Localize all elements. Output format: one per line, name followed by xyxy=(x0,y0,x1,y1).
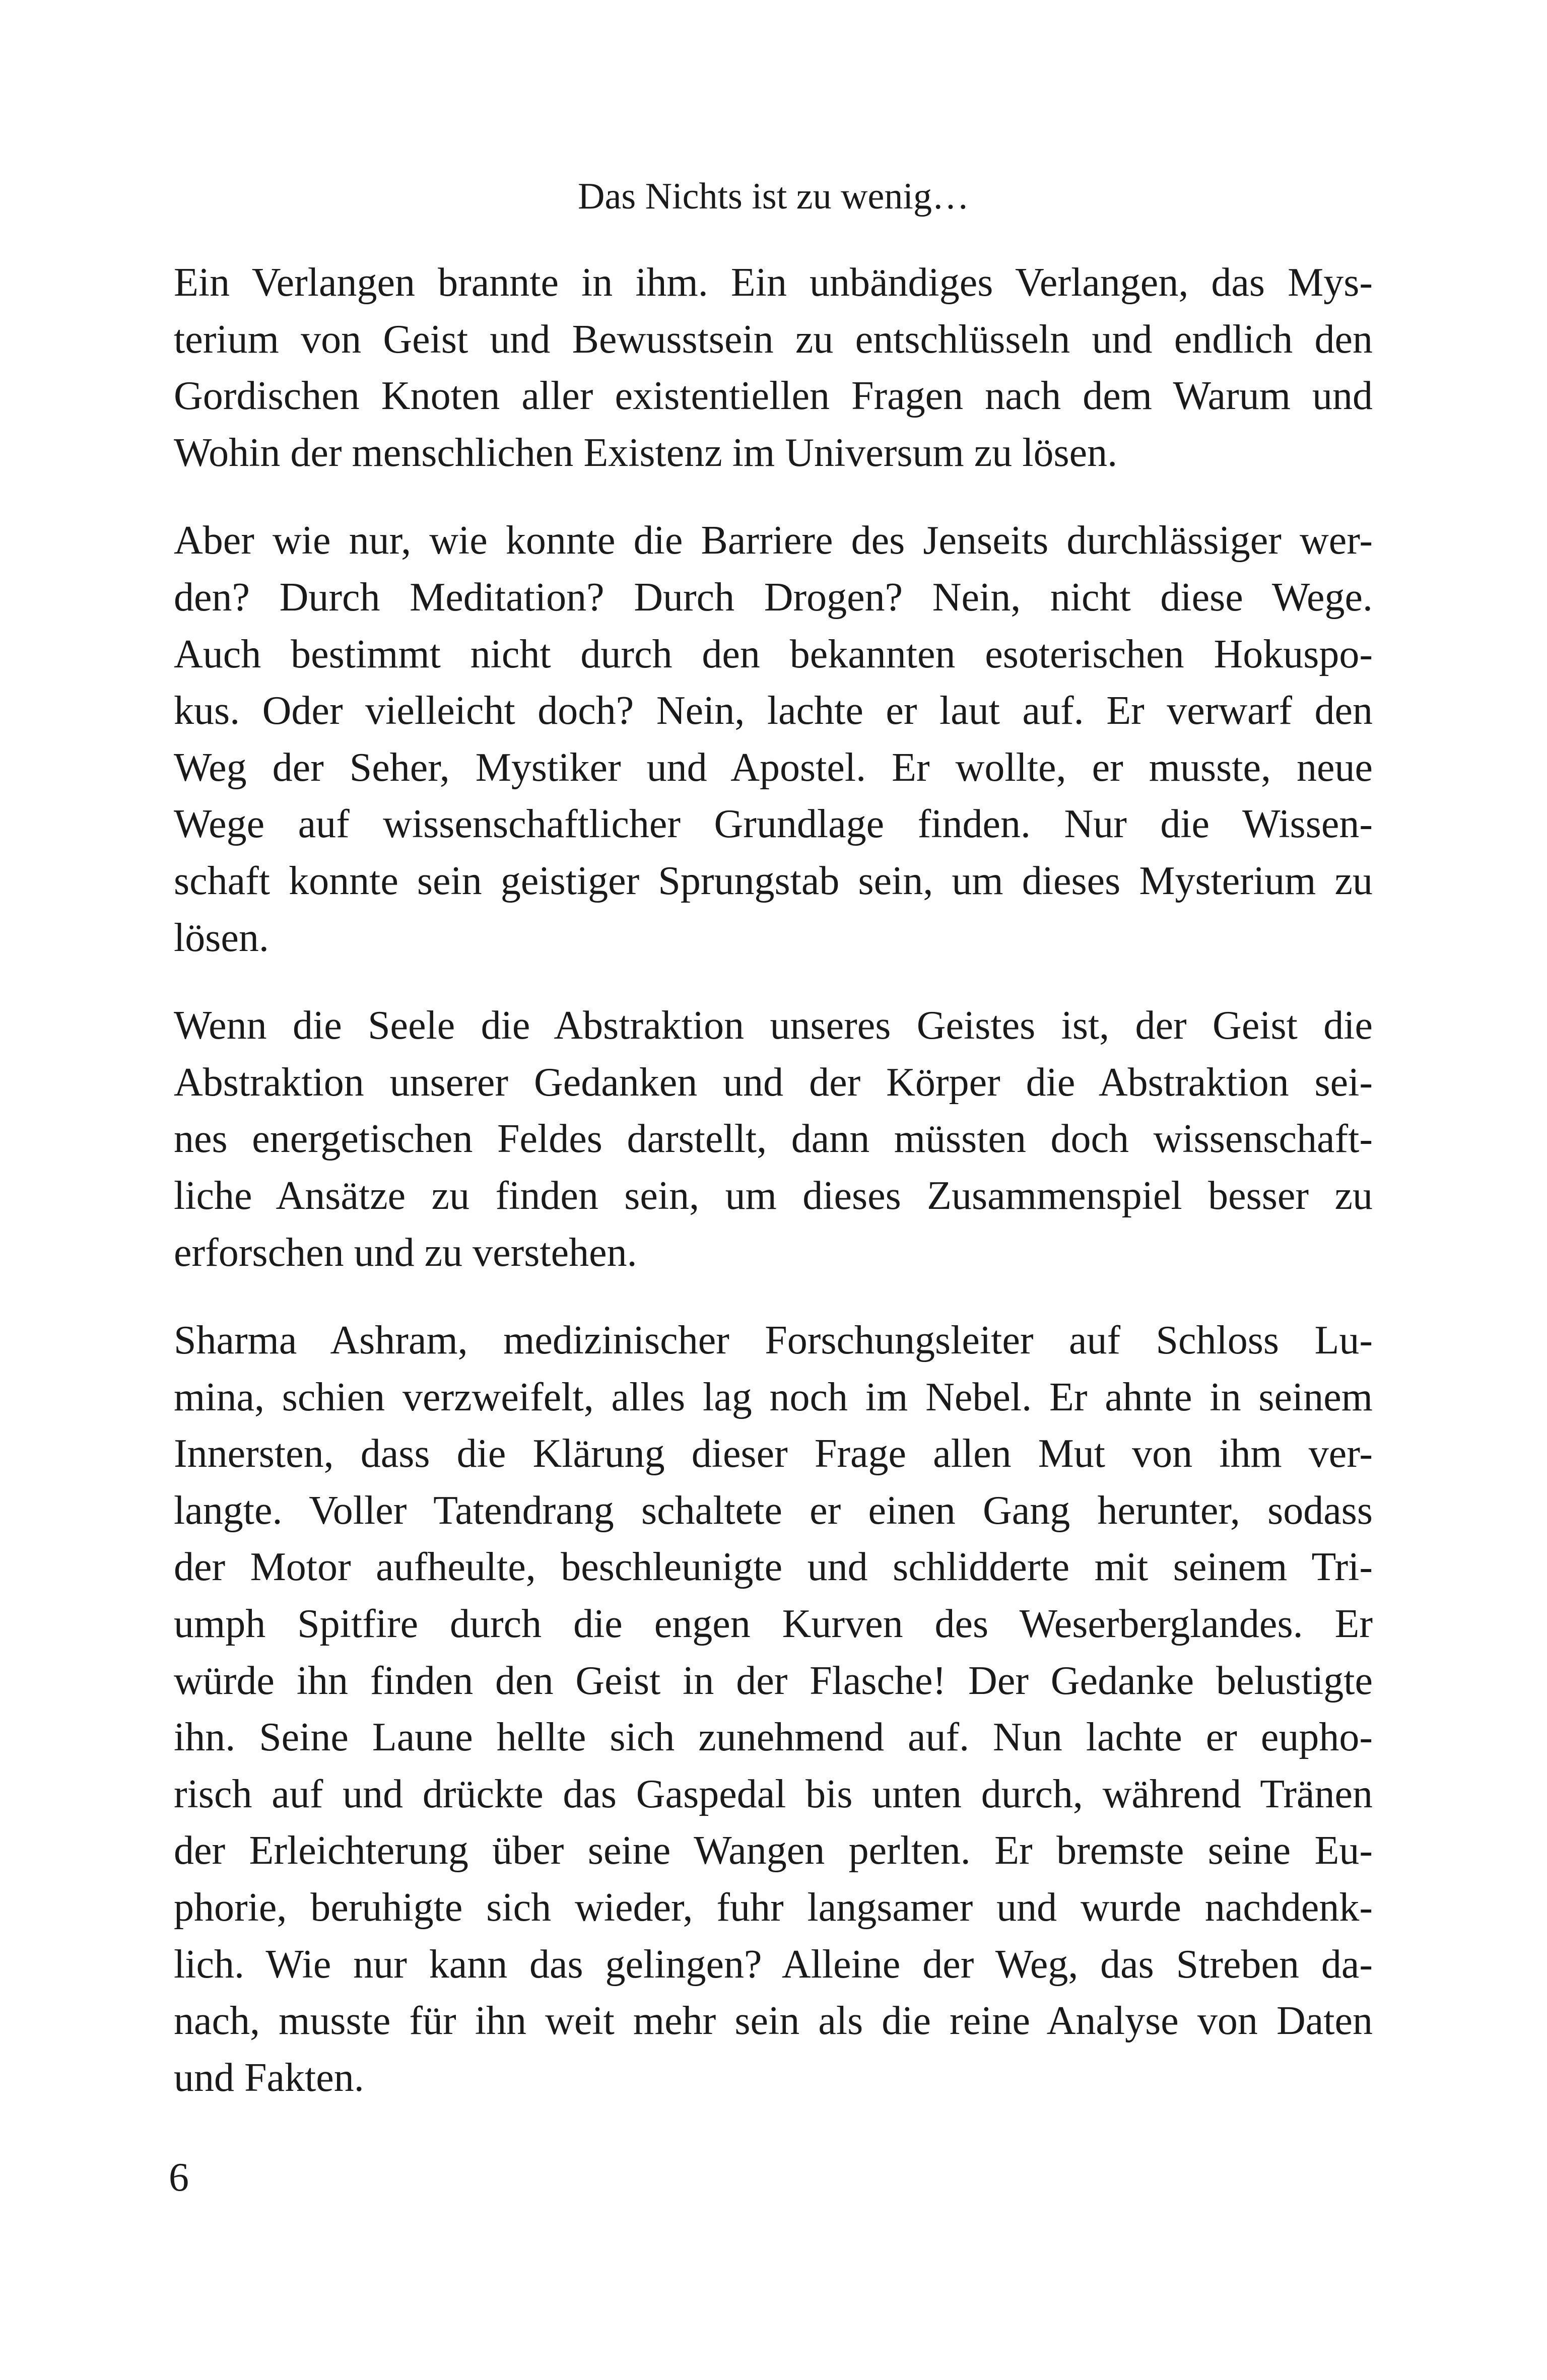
text-line: Aber wie nur, wie konnte die Barriere des Jenseits durchlässiger wer- xyxy=(174,518,1373,563)
text-line: Ein Verlangen brannte in ihm. Ein unbändiges Verlangen, das Mys- xyxy=(174,260,1373,305)
text-line: und Fakten. xyxy=(174,2055,364,2100)
text-line: Innersten, dass die Klärung dieser Frage allen Mut von ihm ver- xyxy=(174,1432,1373,1476)
text-line: risch auf und drückte das Gaspedal bis unten durch, während Tränen xyxy=(174,1772,1373,1816)
text-line: phorie, beruhigte sich wieder, fuhr langsamer und wurde nachdenk- xyxy=(174,1885,1373,1930)
text-line: Wohin der menschlichen Existenz im Universum zu lösen. xyxy=(174,430,1118,475)
paragraph-spacer xyxy=(174,966,1373,997)
paragraph-spacer xyxy=(174,1281,1373,1312)
running-head: Das Nichts ist zu wenig… xyxy=(578,176,969,217)
text-line: ihn. Seine Laune hellte sich zunehmend auf. Nun lachte er eupho- xyxy=(174,1715,1373,1760)
paragraph-spacer xyxy=(174,481,1373,512)
text-line: nes energetischen Feldes darstellt, dann müssten doch wissenschaft- xyxy=(174,1117,1373,1162)
page-number: 6 xyxy=(169,2155,189,2200)
text-line: der Motor aufheulte, beschleunigte und schlidderte mit seinem Tri- xyxy=(174,1545,1373,1590)
text-line: Gordischen Knoten aller existentiellen Fragen nach dem Warum und xyxy=(174,374,1373,419)
paragraph xyxy=(174,1312,1373,2106)
text-line: den? Durch Meditation? Durch Drogen? Nein, nicht diese Wege. xyxy=(174,575,1373,620)
text-line: lösen. xyxy=(174,915,269,960)
text-line: erforschen und zu verstehen. xyxy=(174,1230,637,1275)
paragraph xyxy=(174,997,1373,1281)
text-line: Wege auf wissenschaftlicher Grundlage finden. Nur die Wissen- xyxy=(174,802,1373,847)
text-line: umph Spitfire durch die engen Kurven des Weserberglandes. Er xyxy=(174,1602,1373,1647)
text-line: schaft konnte sein geistiger Sprungstab sein, um dieses Mysterium zu xyxy=(174,858,1373,903)
text-line: Abstraktion unserer Gedanken und der Körper die Abstraktion sei- xyxy=(174,1060,1373,1105)
text-line: terium von Geist und Bewusstsein zu entschlüsseln und endlich den xyxy=(174,317,1373,362)
text-line: nach, musste für ihn weit mehr sein als die reine Analyse von Daten xyxy=(174,1999,1373,2044)
text-line: der Erleichterung über seine Wangen perlten. Er bremste seine Eu- xyxy=(174,1828,1373,1873)
text-line: Auch bestimmt nicht durch den bekannten esoterischen Hokuspo- xyxy=(174,632,1373,676)
paragraph xyxy=(174,512,1373,966)
text-line: würde ihn finden den Geist in der Flasche! Der Gedanke belustigte xyxy=(174,1658,1373,1703)
text-line: Weg der Seher, Mystiker und Apostel. Er wollte, er musste, neue xyxy=(174,745,1373,790)
text-line: Wenn die Seele die Abstraktion unseres Geistes ist, der Geist die xyxy=(174,1003,1373,1048)
text-line: mina, schien verzweifelt, alles lag noch im Nebel. Er ahnte in seinem xyxy=(174,1375,1373,1419)
paragraph xyxy=(174,254,1373,481)
text-line: Sharma Ashram, medizinischer Forschungsleiter auf Schloss Lu- xyxy=(174,1318,1373,1363)
text-line: langte. Voller Tatendrang schaltete er einen Gang herunter, sodass xyxy=(174,1488,1373,1533)
text-line: liche Ansätze zu finden sein, um dieses Zusammenspiel besser zu xyxy=(174,1173,1373,1218)
text-line: lich. Wie nur kann das gelingen? Alleine der Weg, das Streben da- xyxy=(174,1942,1373,1987)
text-line: kus. Oder vielleicht doch? Nein, lachte er laut auf. Er verwarf den xyxy=(174,689,1373,733)
body-text xyxy=(174,254,1373,2106)
